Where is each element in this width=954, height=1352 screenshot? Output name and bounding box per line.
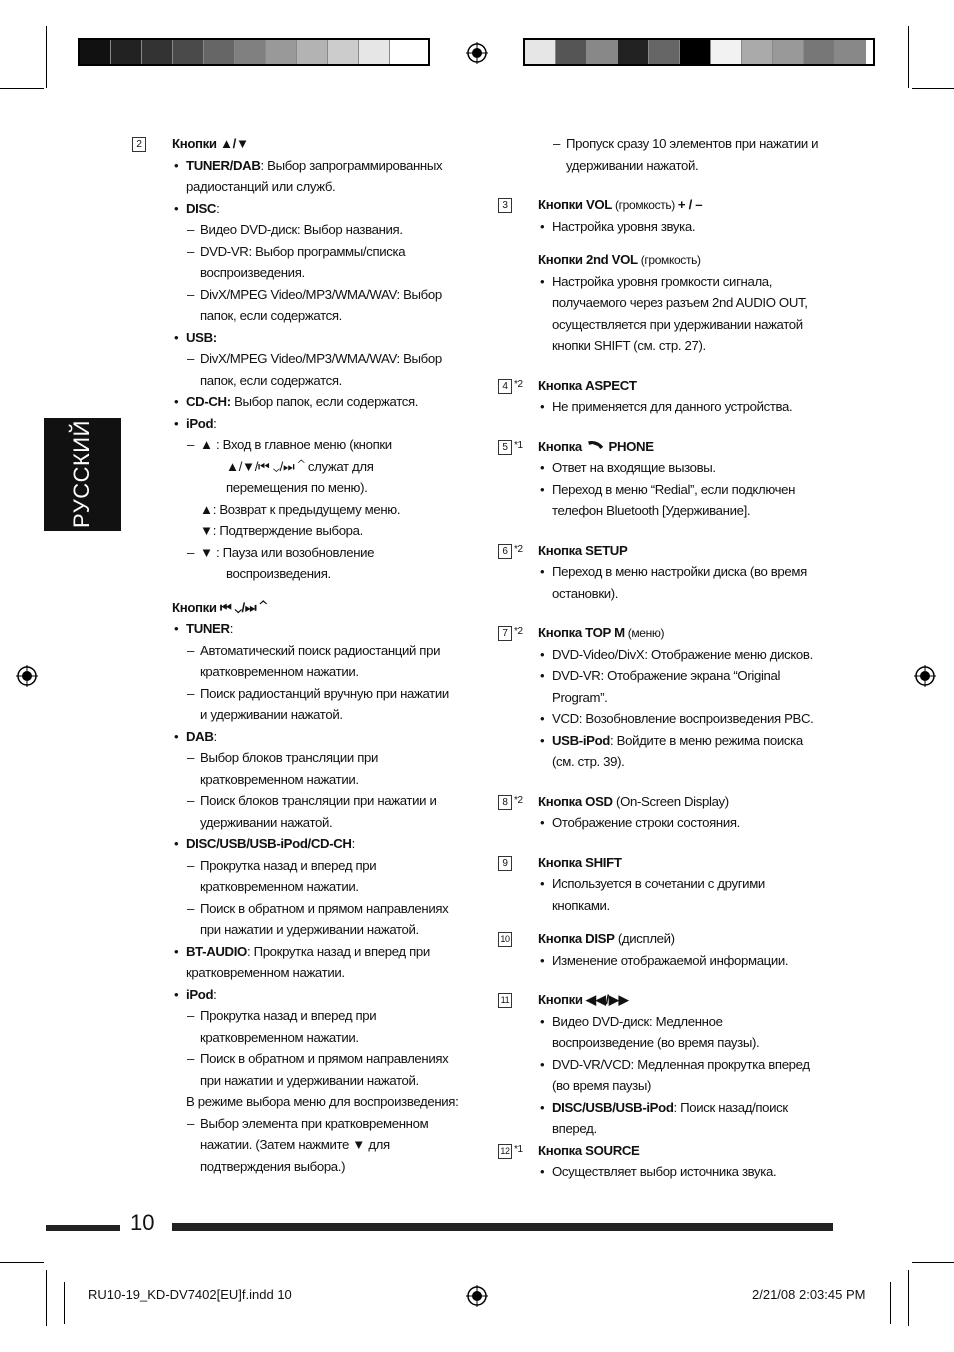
bullet-marker: – bbox=[187, 222, 194, 237]
section-number: 6 bbox=[498, 544, 512, 559]
bullet-marker: – bbox=[187, 750, 194, 765]
footer-date: 2/21/08 2:03:45 PM bbox=[752, 1287, 866, 1302]
sub-item: Поиск радиостанций вручную при нажатии bbox=[200, 685, 449, 701]
text-line bbox=[130, 640, 475, 662]
text-line bbox=[130, 747, 475, 769]
list-item-cont: вперед. bbox=[552, 1121, 597, 1136]
list-item-cont: осуществляется при удерживании нажатой bbox=[552, 316, 803, 332]
text-line bbox=[130, 1048, 475, 1070]
text-line bbox=[130, 155, 475, 177]
sub-item-cont: кратковременном нажатии. bbox=[200, 1029, 359, 1045]
text-line bbox=[496, 989, 841, 1011]
text-line bbox=[130, 941, 475, 963]
sub-item: Выбор блоков трансляции при bbox=[200, 750, 378, 765]
text-line bbox=[496, 436, 841, 458]
list-item: Переход в меню настройки диска (во время bbox=[552, 564, 807, 579]
sub-item: Видео DVD-диск: Выбор названия. bbox=[200, 222, 403, 237]
color-bar-left bbox=[78, 38, 430, 66]
text-line bbox=[496, 895, 841, 917]
text-line bbox=[496, 249, 841, 271]
sub-item: Поиск блоков трансляции при нажатии и bbox=[200, 793, 437, 808]
bullet-marker: • bbox=[174, 394, 179, 409]
sub-item: Выбор элемента при кратковременном bbox=[200, 1115, 429, 1131]
sub-item: Прокрутка назад и вперед при bbox=[200, 857, 377, 873]
language-tab-label: РУССКИЙ bbox=[69, 420, 94, 528]
section-title: Кнопка OSD (On-Screen Display) bbox=[538, 793, 729, 809]
text-line bbox=[496, 687, 841, 709]
bullet-marker: – bbox=[187, 437, 194, 452]
list-item-cont: получаемого через разъем 2nd AUDIO OUT, bbox=[552, 295, 808, 310]
list-item: TUNER/DAB: Выбор запрограммированных bbox=[186, 157, 443, 173]
sub-item-cont: перемещения по меню). bbox=[226, 480, 368, 495]
registration-mark-icon bbox=[466, 1285, 488, 1307]
text-line bbox=[130, 919, 475, 941]
bullet-marker: • bbox=[540, 711, 545, 726]
text-line bbox=[496, 708, 841, 730]
text-line bbox=[496, 622, 841, 644]
text-line bbox=[130, 348, 475, 370]
footnote-marker: *1 bbox=[514, 439, 523, 451]
text-line bbox=[496, 873, 841, 895]
list-item-cont: (см. стр. 39). bbox=[552, 754, 625, 769]
sub-item-cont: удерживании нажатой. bbox=[200, 814, 333, 830]
sub-item: ▲: Возврат к предыдущему меню. bbox=[200, 501, 401, 517]
bullet-marker: – bbox=[187, 793, 194, 808]
text-line bbox=[496, 1118, 841, 1140]
text-line bbox=[130, 833, 475, 855]
bullet-marker: • bbox=[540, 564, 545, 579]
sub-item: ▲ : Вход в главное меню (кнопки bbox=[200, 437, 392, 452]
list-item: Настройка уровня громкости сигнала, bbox=[552, 273, 773, 289]
list-item-cont: (во время паузы) bbox=[552, 1078, 652, 1093]
text-line bbox=[496, 314, 841, 336]
list-item: DVD-VR/VCD: Медленная прокрутка вперед bbox=[552, 1056, 810, 1072]
text-line bbox=[130, 305, 475, 327]
list-item-cont: кратковременном нажатии. bbox=[186, 965, 345, 980]
list-item: iPod: bbox=[186, 415, 217, 431]
sub-item: Пропуск сразу 10 элементов при нажатии и bbox=[566, 136, 819, 151]
bullet-marker: • bbox=[174, 157, 179, 173]
text-line bbox=[130, 542, 475, 564]
sub-item-cont: папок, если содержатся. bbox=[200, 308, 342, 323]
note-text: В режиме выбора меню для воспроизведения: bbox=[186, 1094, 459, 1109]
text-line bbox=[130, 1113, 475, 1135]
bullet-marker: – bbox=[187, 685, 194, 701]
list-item: Видео DVD-диск: Медленное bbox=[552, 1013, 723, 1029]
section-number: 7 bbox=[498, 626, 512, 641]
registration-mark-icon bbox=[16, 665, 38, 687]
section-title: Кнопки VOL (громкость) + / – bbox=[538, 197, 703, 212]
bullet-marker: • bbox=[540, 668, 545, 683]
list-item: BT-AUDIO: Прокрутка назад и вперед при bbox=[186, 943, 430, 959]
list-item: DVD-VR: Отображение экрана “Original bbox=[552, 668, 781, 683]
bullet-marker: • bbox=[540, 732, 545, 748]
sub-item-cont: папок, если содержатся. bbox=[200, 372, 342, 388]
section-number: 3 bbox=[498, 198, 512, 213]
list-item: Настройка уровня звука. bbox=[552, 218, 696, 234]
sub-item: DivX/MPEG Video/MP3/WMA/WAV: Выбор bbox=[200, 286, 442, 302]
text-line bbox=[130, 1070, 475, 1092]
section-title: Кнопки 2nd VOL (громкость) bbox=[538, 252, 701, 267]
section-title: Кнопка ASPECT bbox=[538, 377, 637, 393]
list-item: Не применяется для данного устройства. bbox=[552, 399, 793, 414]
text-line bbox=[130, 1156, 475, 1178]
section-title: Кнопка DISP (дисплей) bbox=[538, 931, 675, 946]
text-line bbox=[130, 434, 475, 456]
list-item: DAB: bbox=[186, 728, 217, 744]
text-line bbox=[496, 216, 841, 238]
page-rule bbox=[172, 1223, 833, 1231]
text-line bbox=[130, 962, 475, 984]
bullet-marker: • bbox=[540, 481, 545, 497]
bullet-marker: – bbox=[553, 136, 560, 151]
text-line bbox=[496, 500, 841, 522]
list-item: CD-CH: Выбор папок, если содержатся. bbox=[186, 394, 419, 409]
text-line bbox=[130, 327, 475, 349]
list-item-cont: остановки). bbox=[552, 585, 619, 601]
list-item: DISC: bbox=[186, 200, 220, 216]
text-line bbox=[130, 984, 475, 1006]
section-title: Кнопка PHONE bbox=[538, 438, 654, 454]
section-number: 11 bbox=[498, 993, 512, 1008]
list-item: Ответ на входящие вызовы. bbox=[552, 460, 716, 475]
bullet-marker: • bbox=[540, 1164, 545, 1179]
language-tab bbox=[44, 418, 121, 531]
left-column bbox=[130, 133, 475, 1177]
text-line bbox=[496, 271, 841, 293]
text-line bbox=[130, 456, 475, 478]
text-line bbox=[130, 661, 475, 683]
text-line bbox=[130, 1134, 475, 1156]
bullet-marker: – bbox=[187, 351, 194, 366]
registration-mark-icon bbox=[914, 665, 936, 687]
sub-item-cont: подтверждения выбора.) bbox=[200, 1158, 346, 1174]
page-number: 10 bbox=[130, 1210, 155, 1235]
sub-item-cont: удерживании нажатой. bbox=[566, 157, 699, 173]
text-line bbox=[130, 876, 475, 898]
section-title: Кнопки ◀◀/▶▶ bbox=[538, 992, 629, 1007]
sub-item-cont: кратковременном нажатии. bbox=[200, 879, 359, 894]
text-line bbox=[496, 133, 841, 155]
page-rule-left bbox=[46, 1225, 120, 1231]
bullet-marker: – bbox=[187, 642, 194, 658]
text-line bbox=[130, 284, 475, 306]
list-item: VCD: Возобновление воспроизведения PBC. bbox=[552, 711, 814, 726]
bullet-marker: • bbox=[540, 815, 545, 830]
list-item-cont: радиостанций или служб. bbox=[186, 179, 336, 194]
bullet-marker: • bbox=[540, 218, 545, 234]
sub-item: ▼: Подтверждение выбора. bbox=[200, 523, 363, 538]
bullet-marker: – bbox=[187, 243, 194, 259]
bullet-marker: • bbox=[174, 836, 179, 851]
sub-item: DVD-VR: Выбор программы/списка bbox=[200, 243, 406, 259]
sub-item: Прокрутка назад и вперед при bbox=[200, 1008, 377, 1023]
text-line bbox=[130, 1027, 475, 1049]
bullet-marker: • bbox=[174, 728, 179, 744]
sub-item: Автоматический поиск радиостанций при bbox=[200, 642, 441, 658]
list-item-cont: Program”. bbox=[552, 689, 608, 705]
bullet-marker: – bbox=[187, 544, 194, 560]
text-line bbox=[496, 1161, 841, 1183]
bullet-marker: • bbox=[540, 460, 545, 475]
bullet-marker: • bbox=[540, 646, 545, 662]
text-line bbox=[130, 726, 475, 748]
section-title: Кнопка SHIFT bbox=[538, 854, 622, 870]
sub-item-cont: кратковременном нажатии. bbox=[200, 664, 359, 679]
list-item: Используется в сочетании с другими bbox=[552, 876, 765, 891]
text-line bbox=[496, 540, 841, 562]
section-number: 12 bbox=[498, 1144, 512, 1159]
bullet-marker: – bbox=[187, 1008, 194, 1023]
list-item-cont: воспроизведение (во время паузы). bbox=[552, 1035, 760, 1050]
list-item: Изменение отображаемой информации. bbox=[552, 952, 789, 968]
text-line bbox=[130, 683, 475, 705]
text-line bbox=[130, 133, 475, 155]
list-item: DISC/USB/USB-iPod: Поиск назад/поиск bbox=[552, 1099, 788, 1115]
section-number: 8 bbox=[498, 795, 512, 810]
color-bar-right bbox=[523, 38, 875, 66]
bullet-marker: • bbox=[540, 273, 545, 289]
bullet-marker: • bbox=[174, 415, 179, 431]
section-number: 9 bbox=[498, 856, 512, 871]
sub-item-cont: воспроизведения. bbox=[226, 566, 331, 581]
section-number: 4 bbox=[498, 379, 512, 394]
text-line bbox=[496, 812, 841, 834]
footer-file: RU10-19_KD-DV7402[EU]f.indd 10 bbox=[88, 1287, 292, 1302]
text-line bbox=[496, 561, 841, 583]
section-title: Кнопки ⏮ ⌄/⏭ ⌃ bbox=[172, 599, 267, 615]
text-line bbox=[130, 198, 475, 220]
section-number: 2 bbox=[132, 137, 146, 152]
bullet-marker: • bbox=[174, 329, 179, 345]
sub-item-cont: нажатии. (Затем нажмите ▼ для bbox=[200, 1137, 390, 1152]
section-title: Кнопка TOP M (меню) bbox=[538, 625, 665, 640]
sub-item-cont: воспроизведения. bbox=[200, 265, 305, 280]
sub-item: DivX/MPEG Video/MP3/WMA/WAV: Выбор bbox=[200, 351, 442, 366]
text-line bbox=[496, 1011, 841, 1033]
section-number: 10 bbox=[498, 932, 512, 947]
text-line bbox=[496, 644, 841, 666]
text-line bbox=[130, 499, 475, 521]
text-line bbox=[496, 583, 841, 605]
list-item: Переход в меню “Redial”, если подключен bbox=[552, 481, 796, 497]
text-line bbox=[130, 563, 475, 585]
text-line bbox=[130, 1091, 475, 1113]
text-line bbox=[496, 155, 841, 177]
section-number: 5 bbox=[498, 440, 512, 455]
text-line bbox=[130, 262, 475, 284]
text-line bbox=[496, 791, 841, 813]
sub-item: ▼ : Пауза или возобновление bbox=[200, 544, 375, 560]
footnote-marker: *1 bbox=[514, 1143, 523, 1155]
section-title: Кнопка SETUP bbox=[538, 542, 628, 558]
list-item-cont: кнопками. bbox=[552, 897, 610, 913]
bullet-marker: – bbox=[187, 286, 194, 302]
footnote-marker: *2 bbox=[514, 626, 523, 637]
text-line bbox=[496, 457, 841, 479]
text-line bbox=[130, 477, 475, 499]
sub-item-cont: кратковременном нажатии. bbox=[200, 771, 359, 787]
text-line bbox=[130, 176, 475, 198]
bullet-marker: • bbox=[174, 986, 179, 1002]
list-item: USB: bbox=[186, 329, 217, 345]
text-line bbox=[496, 1097, 841, 1119]
sub-item-cont: ▲/▼/⏮ ⌄/⏭ ⌃ служат для bbox=[226, 458, 374, 474]
text-line bbox=[130, 769, 475, 791]
bullet-marker: • bbox=[540, 1056, 545, 1072]
text-line bbox=[496, 730, 841, 752]
bullet-marker: – bbox=[187, 1115, 194, 1131]
text-line bbox=[496, 335, 841, 357]
sub-item: Поиск в обратном и прямом направлениях bbox=[200, 900, 449, 916]
text-line bbox=[496, 950, 841, 972]
list-item-cont: телефон Bluetooth [Удерживание]. bbox=[552, 503, 751, 518]
text-line bbox=[496, 479, 841, 501]
section-title: Кнопки ▲/▼ bbox=[172, 136, 249, 151]
list-item: Осуществляет выбор источника звука. bbox=[552, 1164, 777, 1179]
text-line bbox=[496, 396, 841, 418]
list-item: USB-iPod: Войдите в меню режима поиска bbox=[552, 732, 803, 748]
text-line bbox=[496, 665, 841, 687]
text-line bbox=[130, 898, 475, 920]
text-line bbox=[496, 194, 841, 216]
text-line bbox=[496, 375, 841, 397]
text-line bbox=[130, 597, 475, 619]
list-item: DVD-Video/DivX: Отображение меню дисков. bbox=[552, 646, 813, 662]
right-column bbox=[496, 133, 841, 1183]
bullet-marker: • bbox=[540, 1099, 545, 1115]
text-line bbox=[496, 1140, 841, 1162]
list-item: DISC/USB/USB-iPod/CD-CH: bbox=[186, 836, 355, 851]
text-line bbox=[130, 520, 475, 542]
text-line bbox=[130, 219, 475, 241]
text-line bbox=[496, 1075, 841, 1097]
bullet-marker: • bbox=[174, 621, 179, 636]
text-line bbox=[130, 618, 475, 640]
text-line bbox=[496, 1032, 841, 1054]
text-line bbox=[130, 370, 475, 392]
text-line bbox=[496, 1054, 841, 1076]
sub-item-cont: при нажатии и удерживании нажатой. bbox=[200, 922, 419, 937]
sub-item: Поиск в обратном и прямом направлениях bbox=[200, 1051, 449, 1066]
text-line bbox=[130, 790, 475, 812]
text-line bbox=[496, 292, 841, 314]
bullet-marker: – bbox=[187, 857, 194, 873]
footnote-marker: *2 bbox=[514, 794, 523, 806]
list-item-cont: кнопки SHIFT (см. стр. 27). bbox=[552, 338, 706, 353]
sub-item-cont: при нажатии и удерживании нажатой. bbox=[200, 1072, 419, 1088]
sub-item-cont: и удерживании нажатой. bbox=[200, 707, 343, 722]
footnote-marker: *2 bbox=[514, 378, 523, 390]
footnote-marker: *2 bbox=[514, 543, 523, 555]
bullet-marker: • bbox=[174, 943, 179, 959]
text-line bbox=[496, 852, 841, 874]
bullet-marker: – bbox=[187, 1051, 194, 1066]
text-line bbox=[130, 855, 475, 877]
list-item: TUNER: bbox=[186, 621, 234, 636]
bullet-marker: • bbox=[540, 1013, 545, 1029]
bullet-marker: • bbox=[540, 952, 545, 968]
text-line bbox=[130, 413, 475, 435]
text-line bbox=[130, 1005, 475, 1027]
bullet-marker: • bbox=[540, 876, 545, 891]
section-title: Кнопка SOURCE bbox=[538, 1142, 640, 1158]
text-line bbox=[496, 751, 841, 773]
text-line bbox=[130, 391, 475, 413]
phone-icon bbox=[585, 440, 605, 452]
bullet-marker: • bbox=[540, 399, 545, 414]
text-line bbox=[130, 812, 475, 834]
list-item: Отображение строки состояния. bbox=[552, 815, 740, 830]
text-line bbox=[130, 241, 475, 263]
text-line bbox=[130, 704, 475, 726]
text-line bbox=[496, 928, 841, 950]
bullet-marker: • bbox=[174, 200, 179, 216]
list-item: iPod: bbox=[186, 986, 217, 1002]
registration-mark-icon bbox=[466, 42, 488, 64]
bullet-marker: – bbox=[187, 900, 194, 916]
